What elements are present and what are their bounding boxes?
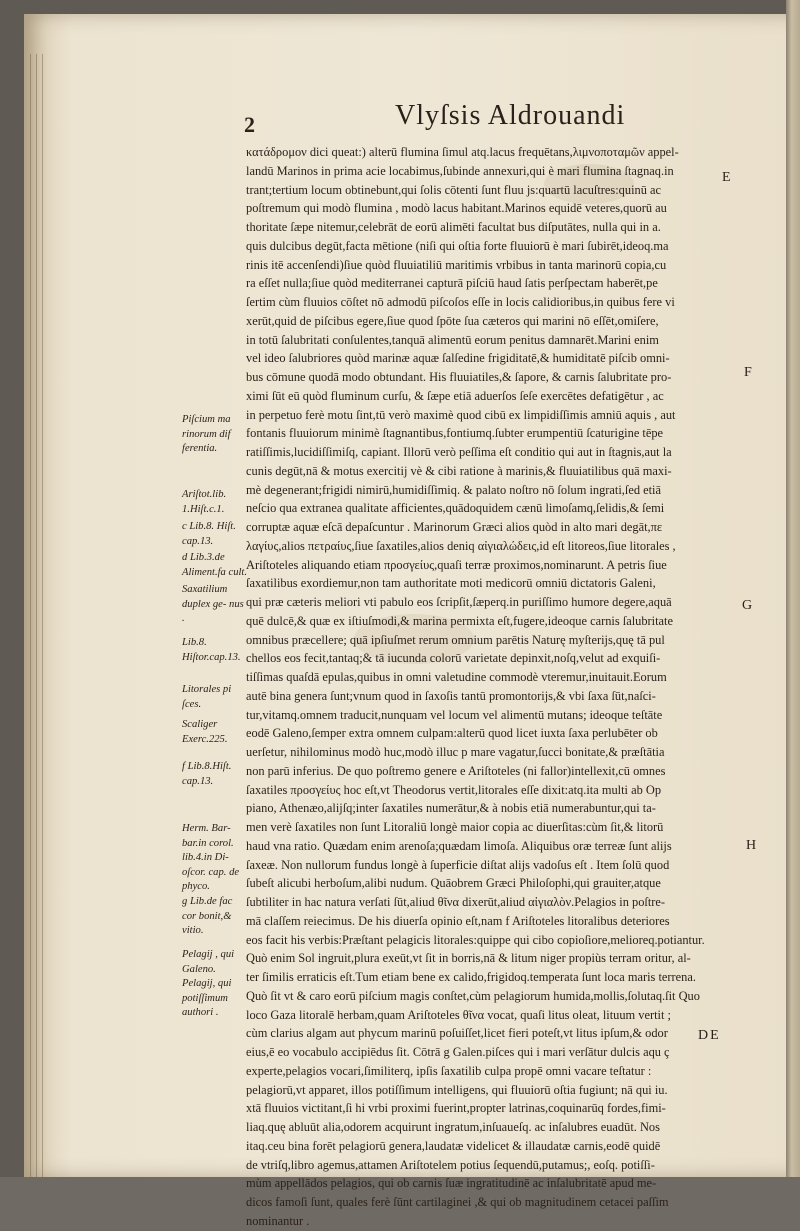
text-line: mā claſſem reiecimus. De his diuerſa opinio eſt,nam f Ariſtoteles litoralibus deteriores: [246, 913, 670, 928]
text-line: eius,ē eo vocabulo accipiēdus ſit. Cōtrā g Galen.piſces qui i mari verſātur dulcis aqu ç: [246, 1045, 670, 1059]
text-line: rinis itē accenſendi)ſiue quòd fluuiatiliū maritimis vrbibus in tanta marinorū copia,cu: [246, 257, 667, 272]
text-line: thoritate ſæpe nitemur,celebrāt de eorū alimēti facultat bus diſputātes, nulla qui in a.: [246, 220, 661, 234]
text-line: dicos famoſi ſunt, quales ferè ſūnt cartilaginei ,& qui ob magnitudinem cetacei paſſim: [246, 1195, 669, 1209]
side-note: Litorales pi ſces.: [182, 684, 232, 710]
text-line: fontanis fluuiorum minimè ſtagnantibus,fontiumq.ſubter erumpentiū ſcaturigine tēpe: [246, 426, 664, 441]
text-line: corruptæ aquæ eſcā depaſcuntur . Marinorum Græci alios quòd in alto mari degāt,πε: [246, 520, 663, 534]
margin-letter: F: [744, 365, 752, 380]
margin-letter: H: [746, 838, 757, 853]
margin-letter: E: [722, 170, 731, 185]
text-line: ter ſimilis erraticis eſt.Tum etiam bene ex calido,frigidoq.temperata ſunt loca maris terrena.: [246, 970, 696, 984]
text-line: cunis degūt,nā & motus exercitij vè & cibi ratione à marinis,& fluuiatilibus quā maxi-: [246, 463, 672, 478]
text-line: experte,pelagios vocari,ſimiliterq, ipſis ſaxatilib culpa propē omni vacare teſtatur :: [246, 1063, 652, 1078]
side-note: Piſcium ma rinorum dif ferentia.: [182, 414, 231, 454]
text-line: piano, Athenæo,alijſq;inter ſaxatiles numerātur,& à nobis etiā numerabuntur,qui ta-: [246, 801, 656, 816]
side-note: c Lib.8. Hiſt. cap.13.: [182, 521, 236, 547]
page-edge: [36, 54, 37, 1177]
text-line: ſubtiliter in hac natura verſati ſūt,aliud θῖνα dixerūt,aliud αἰγιαλὸν.Pelagios in poſtre-: [246, 895, 666, 909]
side-note: Scaliger Exerc.225.: [182, 719, 228, 745]
text-line: ſertim cùm fluuios cōſtet nō admodū piſcoſos eſſe in locis calidioribus,in quibus fere vi: [246, 295, 675, 309]
text-line: tur,vitamq.omnem traducit,nunquam vel locum vel alimentū mutans; ideoque teſtāte: [246, 707, 663, 722]
text-line: poſtremum qui modò flumina , modò lacus habitant.Marinos equidē veteres,quorū au: [246, 201, 667, 216]
text-line: in perpetuo ferè motu ſint,tū verò maximè quod cibū ex limpidiſſimis amniū aquis , aut: [246, 407, 676, 422]
text-line: uerſetur, nihilominus modò huc,modò illuc p mare vagatur,ſucci bonitate,& præſtātia: [246, 745, 665, 759]
text-line: xerūt,quid de piſcibus egere,ſiue quod ſpōte ſua cæteros qui marini nō eſſēt,omiſere,: [246, 313, 659, 328]
text-line: pelagiorū,vt apparet, illos potiſſimum intelligens, qui fluuiorū oſtia fugiunt; nā qui iu.: [246, 1082, 668, 1097]
text-line: itaq.ceu bina forēt pelagiorū genera,laudatæ videlicet & illaudatæ carnis,eodē quidē: [246, 1138, 661, 1153]
text-line: tiſſimas quaſdā epulas,quibus in omni valetudine commodè vteremur,inuitauit.Eorum: [246, 670, 667, 684]
text-line: liaq.quę abluūt alia,odorem acquirunt ingratum,inſuaueſq. ac inſalubres euadūt. Nos: [246, 1120, 660, 1134]
text-line: omnibus præcellere; quā ipſiuſmet rerum omnium parētis Naturę myſterijs,quę tā pul: [246, 632, 665, 647]
text-line: chellos eos fecit,tantaq;& tā iucunda colorū varietate depinxit,noſq,velut ad exquiſi-: [246, 651, 661, 666]
text-line: Quò enim Sol ingruit,plura exeūt,vt ſit in borris,nā & litum niger propiùs terram oritur, al-: [246, 951, 691, 966]
text-line: vel ideo ſalubriores quòd marinæ aquæ ſalſedine frigiditatē,& humiditatē piſcib omni-: [246, 351, 670, 366]
side-note: Lib.8. Hiſtor.cap.13.: [182, 637, 241, 663]
text-line: quis dulcibus degūt,facta mētione (niſi qui oſtia forte fluuiorū è mari ſubirēt,ideoq.ma: [246, 238, 669, 253]
text-line: in totū ſalubritati conſulentes,tanquā alimentū eorum penitus damnarēt.Marini enim: [246, 332, 659, 347]
side-note: d Lib.3.de Aliment.fa cult.: [182, 552, 248, 578]
text-line: non parū inferius. De quo poſtremo genere e Ariſtoteles (ni fallor)intellexit,cū omnes: [246, 763, 666, 778]
text-line: Ariſtoteles aliquando etiam προσγείυς,quaſi terræ proximos,nominarunt. A petris ſiue: [246, 557, 667, 572]
running-head: Vlyſsis Aldrouandi: [395, 100, 626, 131]
side-note: Herm. Bar- bar.in corol. lib.4.in Di- oſcor. cap. de phyco.: [182, 823, 240, 892]
text-line: de vtriſq,libro agemus,attamen Ariſtotelem potius ſequendū,putamus;, eoſq. potiſſi-: [246, 1157, 655, 1172]
text-line: quē dulcē,& quæ ex iſtiuſmodi,& marina permixta eſt,fugere,ideoque carnis ſalubritate: [246, 613, 673, 628]
text-line: ſaxatilibus exordiemur,non tam authoritate moti medicorū omniū dictatoris Galeni,: [246, 576, 656, 591]
text-line: Quò ſit vt & caro eorū piſcium magis conſtet,cùm pelagiorum humida,mollis,ſolutaq.ſit Quo: [246, 988, 700, 1003]
text-line: loco Gaza litoralē herbam,quam Ariſtoteles θῖνα vocat, quaſi litus oleat, lituum vertit ;: [246, 1007, 671, 1022]
text-line: ximi ſūt eū quòd fluminum curſu, & ſæpe etiā aduerſos ſeſe exercētes defatigētur , ac: [246, 388, 664, 403]
text-line: bus cōmune quodā modo obtundant. His fluuiatiles,& ſapore, & carnis ſalubritate pro-: [246, 370, 672, 384]
text-line: xtā fluuios victitant,ſi hi vrbi proximi fuerint,propter latrinas,coquinarūq fordes,fimi-: [246, 1101, 666, 1116]
next-page-edge: [786, 0, 800, 1177]
side-note: g Lib.de fac cor bonit,& vitio.: [182, 896, 233, 936]
side-note: Saxatilium duplex ge- nus .: [182, 584, 244, 624]
text-line: mùm appellādos pelagios, qui ob carnis ſuæ ingratitudinē ac inſalubritatē apud me-: [246, 1176, 657, 1191]
text-line: nominantur .: [246, 1213, 310, 1228]
side-note: Pelagij , qui Galeno. Pelagij, qui potiſſimum authori .: [182, 949, 235, 1018]
page-edge: [30, 54, 31, 1177]
body-text: [246, 143, 738, 1231]
margin-letter: G: [742, 598, 753, 613]
text-line: cùm clarius algam aut phycum marinū poſuiſſet,licet fieri poteſt,vt litus ipſum,& odor: [246, 1026, 668, 1041]
text-line: qui præ cæteris meliori vti pabulo eos ſcripſit,ſæperq.in puriſſimo humore degere,aquā: [246, 595, 672, 609]
side-note: Ariſtot.lib. 1.Hiſt.c.1.: [182, 489, 227, 515]
side-note: f Lib.8.Hiſt. cap.13.: [182, 761, 232, 787]
page-edge: [42, 54, 43, 1177]
text-line: landū Marinos in prima acie locabimus,ſubinde annexuri,qui è mari flumina ſtagnaq.in: [246, 163, 674, 178]
text-line: ra eſſet nulla;ſiue quòd mediterranei capturā piſciū haud ſatis perſpectam haberēt,pe: [246, 276, 658, 291]
text-line: ſaxatiles προσγείυς hoc eſt,vt Theodorus vertit,litorales eſſe dixit:atq.ita multi ab Op: [246, 782, 662, 797]
text-line: eodē Galeno,ſemper extra omnem culpam:alterū quod licet iuxta ſaxa perlubēter ob: [246, 726, 658, 741]
catchword: DE: [698, 1028, 721, 1043]
text-line: κατάδρομον dici queat:) alterū flumina ſimul atq.lacus frequētans,λιμνοποταμῶν appel-: [246, 145, 679, 159]
text-line: ſubeſt alicubi herboſum,alibi nudum. Quāobrem Græci Philoſophi,qui grauiter,atque: [246, 876, 661, 891]
text-line: eos facit his verbis:Præſtant pelagicis litorales:quippe qui cibo copioſiore,melioreq.potiantur.: [246, 932, 705, 947]
text-line: λαγίυς,alios πετραίυς,ſiue ſaxatiles,alios deniq αἰγιαλώδεις,id eſt litoreos,ſiue litorales ,: [246, 538, 676, 553]
text-line: neſcio qua extranea qualitate afficientes,quādoquidem cænū limoſamq,ſelidis,& ſemi: [246, 501, 665, 516]
text-line: ratiſſimis,lucidiſſimiſq, capiant. Illorū verò peſſima eſt conditio qui aut in ſtagnis,aut la: [246, 445, 672, 459]
text-line: trant;tertium locum obtinebunt,qui ſolis cōtenti ſunt fluu js:quartū lacuſtres:quinū ac: [246, 182, 662, 197]
text-line: men verè ſaxatiles non ſunt Litoraliū longè maior copia ac diuerſitas:cùm ſit,& litorū: [246, 820, 664, 834]
text-line: autē bina genera ſunt;vnum quod in ſaxoſis tantū promontorijs,& vbi ſaxa ſūt,naſci-: [246, 688, 656, 703]
page-number: 2: [244, 112, 255, 137]
text-line: mè degenerant;frigidi nimirū,humidiſſimiq. & palato noſtro nō ſolum ingrati,ſed etiā: [246, 482, 662, 497]
text-line: haud vna ratio. Quædam enim arenoſa;quædam limoſa. Aliquibus oræ terreæ ſunt alijs: [246, 838, 672, 853]
text-line: ſaxeæ. Non nullorum fundus longè à ſuperficie diſtat alijs vadoſus eſt . Item ſolū quod: [246, 857, 670, 872]
